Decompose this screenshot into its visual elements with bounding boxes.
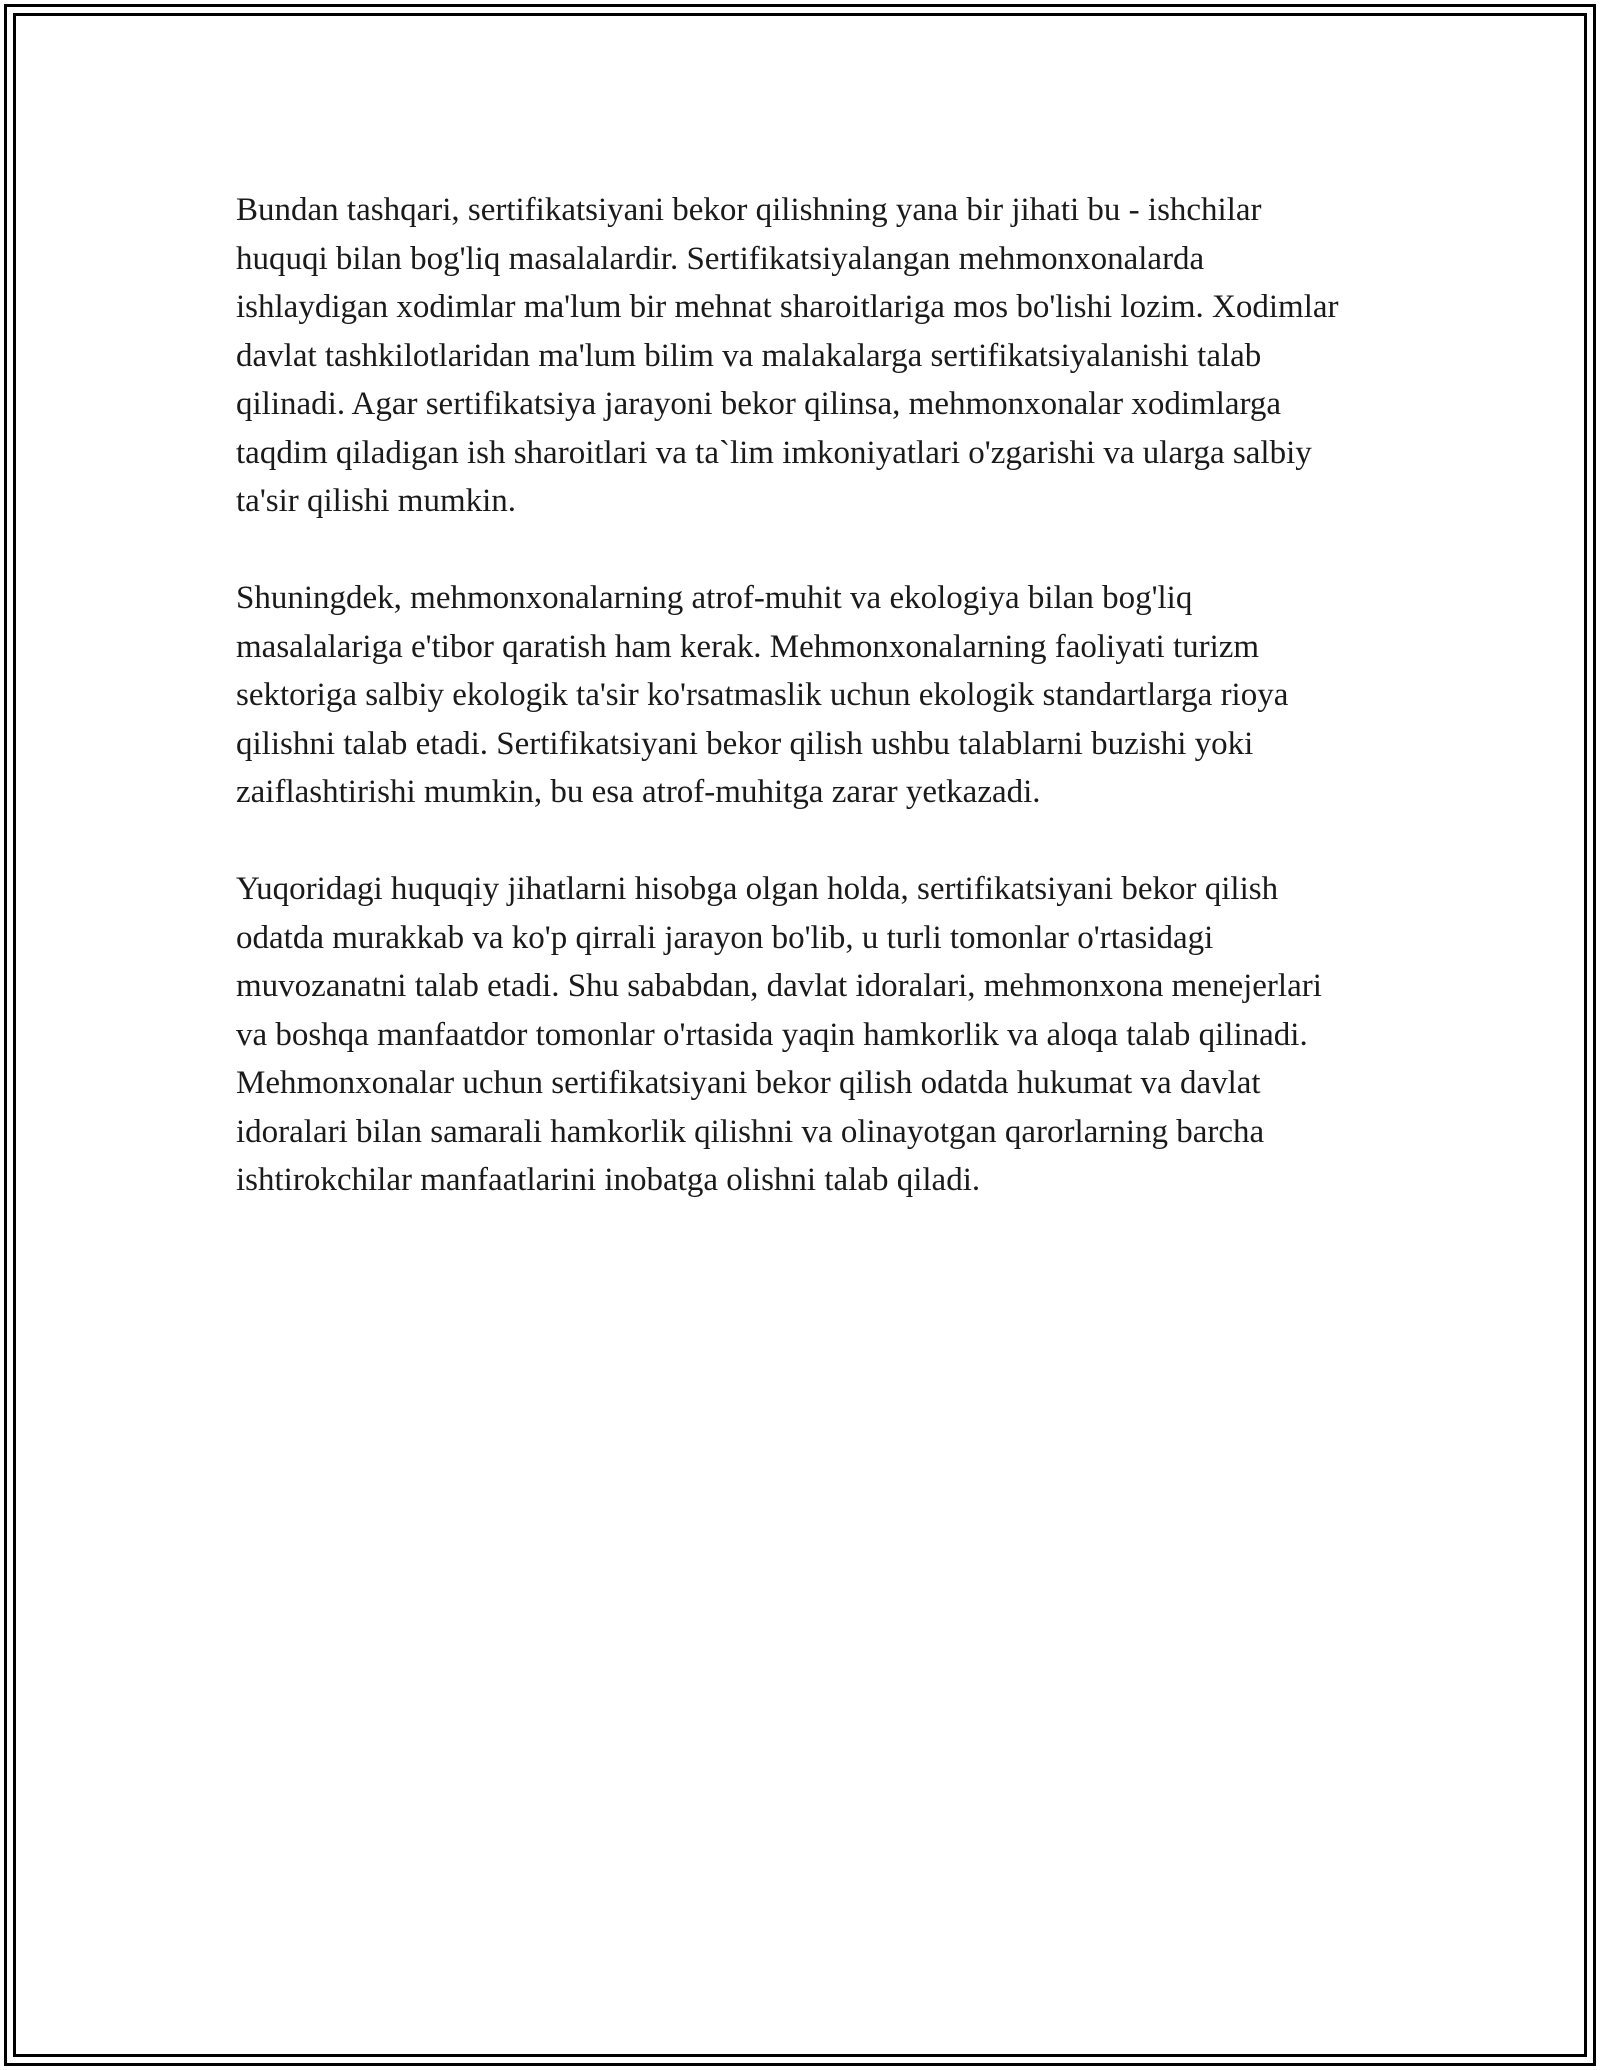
document-body [236,186,1356,1253]
paragraph-3: Yuqoridagi huquqiy jihatlarni hisobga olgan holda, sertifikatsiyani bekor qilish odatda murakkab va ko'p qirrali jarayon bo'lib, u turli tomonlar o'rtasidagi muvozanatni talab etadi. Shu sababdan, davlat idoralari, mehmonxona menejerlari va boshqa manfaatdor tomonlar o'rtasida yaqin hamkorlik va aloqa talab qilinadi. Mehmonxonalar uchun sertifikatsiyani bekor qilish odatda hukumat va davlat idoralari bilan samarali hamkorlik qilishni va olinayotgan qarorlarning barcha ishtirokchilar manfaatlarini inobatga olishni talab qiladi. [236,871,1322,1198]
paragraph-2: Shuningdek, mehmonxonalarning atrof-muhit va ekologiya bilan bog'liq masalalariga e'tibor qaratish ham kerak. Mehmonxonalarning faoliyati turizm sektoriga salbiy ekologik ta'sir ko'rsatmaslik uchun ekologik standartlarga rioya qilishni talab etadi. Sertifikatsiyani bekor qilish ushbu talablarni buzishi yoki zaiflashtirishi mumkin, bu esa atrof-muhitga zarar yetkazadi. [236,580,1289,810]
paragraph-1: Bundan tashqari, sertifikatsiyani bekor qilishning yana bir jihati bu - ishchilar huquqi bilan bog'liq masalalardir. Sertifikatsiyalangan mehmonxonalarda ishlaydigan xodimlar ma'lum bir mehnat sharoitlariga mos bo'lishi lozim. Xodimlar davlat tashkilotlaridan ma'lum bilim va malakalarga sertifikatsiyalanishi talab qilinadi. Agar sertifikatsiya jarayoni bekor qilinsa, mehmonxonalar xodimlarga taqdim qiladigan ish sharoitlari va ta`lim imkoniyatlari o'zgarishi va ularga salbiy ta'sir qilishi mumkin. [236,192,1339,519]
